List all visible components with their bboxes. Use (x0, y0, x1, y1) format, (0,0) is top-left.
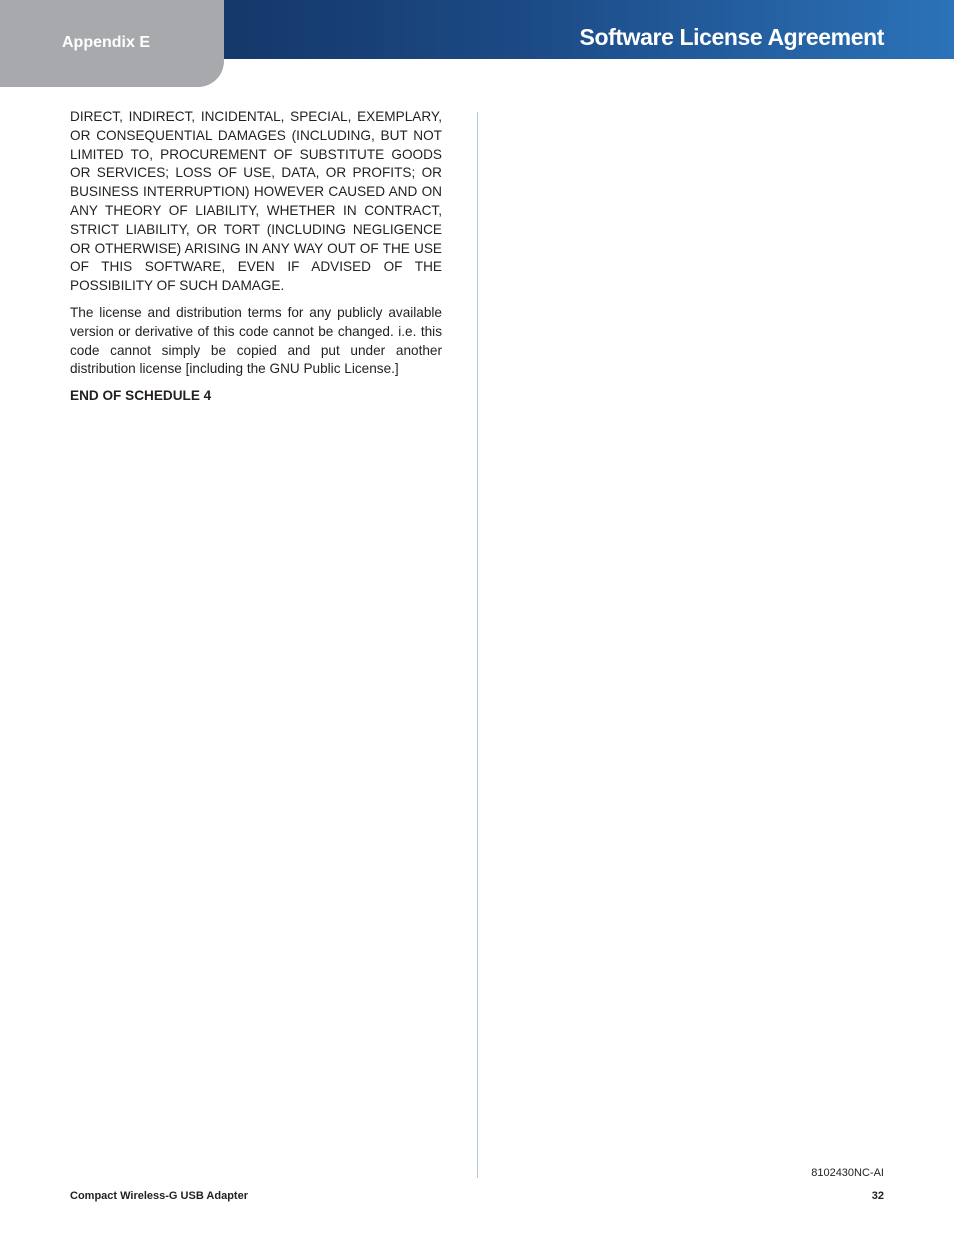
license-terms-paragraph: The license and distribution terms for any publicly available version or derivative of this code cannot be changed. i.e. this code cannot simply be copied and put under another distribution license [including the GNU Public License.] (70, 304, 442, 377)
page-title: Software License Agreement (579, 24, 884, 50)
document-code: 8102430NC-AI (811, 1167, 884, 1179)
column-divider (477, 112, 478, 1178)
appendix-label: Appendix E (62, 34, 151, 51)
left-column (70, 108, 442, 414)
appendix-tab (0, 0, 224, 87)
footer-product-name: Compact Wireless-G USB Adapter (70, 1190, 248, 1202)
page-number: 32 (871, 1190, 884, 1202)
end-of-schedule-heading: END OF SCHEDULE 4 (70, 388, 212, 404)
disclaimer-paragraph: DIRECT, INDIRECT, INCIDENTAL, SPECIAL, EXEMPLARY, OR CONSEQUENTIAL DAMAGES (INCLUDING, BUT NOT LIMITED TO, PROCUREMENT OF SUBSTITUTE GOODS OR SERVICES; LOSS OF USE, DATA, OR PROFITS; OR BUSINESS INTERRUPTION) HOWEVER CAUSED AND ON ANY THEORY OF LIABILITY, WHETHER IN CONTRACT, STRICT LIABILITY, OR TORT (INCLUDING NEGLIGENCE OR OTHERWISE) ARISING IN ANY WAY OUT OF THE USE OF THIS SOFTWARE, EVEN IF ADVISED OF THE POSSIBILITY OF SUCH DAMAGE. (70, 109, 442, 294)
